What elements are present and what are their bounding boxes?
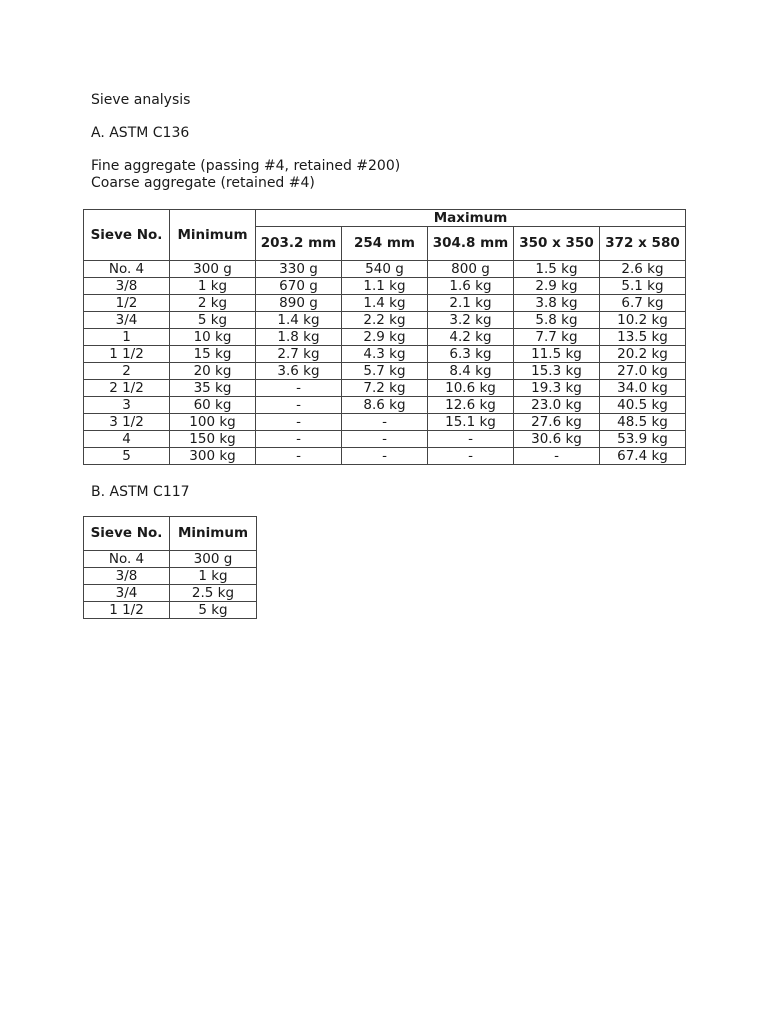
fine-aggregate-note: Fine aggregate (passing #4, retained #200)	[91, 158, 401, 174]
table-cell: 2.9 kg	[514, 278, 600, 295]
table-cell: 2.2 kg	[342, 312, 428, 329]
table-cell: 300 kg	[170, 448, 256, 465]
table-cell: 330 g	[256, 261, 342, 278]
table-cell: 30.6 kg	[514, 431, 600, 448]
table-row	[84, 346, 686, 363]
table-cell: 1.1 kg	[342, 278, 428, 295]
table-row	[84, 312, 686, 329]
section-b-heading: B. ASTM C117	[91, 484, 190, 500]
table-cell: 5.1 kg	[600, 278, 686, 295]
astm-c117-table-body	[84, 551, 257, 619]
table-cell: 1 kg	[170, 278, 256, 295]
table-row	[84, 261, 686, 278]
header-sieve-no: Sieve No.	[84, 517, 170, 551]
table-cell: 3.6 kg	[256, 363, 342, 380]
table-cell: 23.0 kg	[514, 397, 600, 414]
table-cell: No. 4	[84, 551, 170, 568]
astm-c136-table-body	[84, 261, 686, 465]
header-max-304-8mm: 304.8 mm	[428, 227, 514, 261]
table-cell: 4.3 kg	[342, 346, 428, 363]
table-cell: 3/8	[84, 568, 170, 585]
table-row	[84, 295, 686, 312]
table-cell: 6.7 kg	[600, 295, 686, 312]
table-cell: 7.2 kg	[342, 380, 428, 397]
table-cell: -	[514, 448, 600, 465]
table-cell: 1 1/2	[84, 346, 170, 363]
table-cell: 1.5 kg	[514, 261, 600, 278]
table-cell: 5.7 kg	[342, 363, 428, 380]
table-cell: 2.1 kg	[428, 295, 514, 312]
table-cell: 2.7 kg	[256, 346, 342, 363]
coarse-aggregate-note: Coarse aggregate (retained #4)	[91, 175, 315, 191]
table-cell: 4.2 kg	[428, 329, 514, 346]
table-cell: 60 kg	[170, 397, 256, 414]
table-cell: 1/2	[84, 295, 170, 312]
table-cell: 5 kg	[170, 602, 257, 619]
table-cell: 3.2 kg	[428, 312, 514, 329]
table-cell: 5 kg	[170, 312, 256, 329]
table-cell: 20 kg	[170, 363, 256, 380]
table-cell: 150 kg	[170, 431, 256, 448]
table-row	[84, 380, 686, 397]
table-cell: 53.9 kg	[600, 431, 686, 448]
table-cell: 10 kg	[170, 329, 256, 346]
table-cell: -	[342, 448, 428, 465]
table-row	[84, 585, 257, 602]
table-cell: 34.0 kg	[600, 380, 686, 397]
table-cell: -	[256, 414, 342, 431]
table-cell: 27.0 kg	[600, 363, 686, 380]
table-cell: 4	[84, 431, 170, 448]
table-cell: 3/8	[84, 278, 170, 295]
table-cell: 1.8 kg	[256, 329, 342, 346]
table-cell: -	[256, 380, 342, 397]
table-cell: 3.8 kg	[514, 295, 600, 312]
table-cell: 15.3 kg	[514, 363, 600, 380]
table-cell: 15.1 kg	[428, 414, 514, 431]
table-cell: 3 1/2	[84, 414, 170, 431]
table-cell: 3/4	[84, 585, 170, 602]
table-cell: 8.6 kg	[342, 397, 428, 414]
astm-c136-table	[83, 209, 686, 465]
header-max-350x350: 350 x 350	[514, 227, 600, 261]
table-cell: 67.4 kg	[600, 448, 686, 465]
table-cell: 10.2 kg	[600, 312, 686, 329]
table-cell: 670 g	[256, 278, 342, 295]
section-a-heading: A. ASTM C136	[91, 125, 190, 141]
table-cell: 1 kg	[170, 568, 257, 585]
table-cell: 100 kg	[170, 414, 256, 431]
table-cell: 5	[84, 448, 170, 465]
table-cell: -	[256, 431, 342, 448]
table-cell: 1.4 kg	[342, 295, 428, 312]
table-row	[84, 602, 257, 619]
table-cell: 1	[84, 329, 170, 346]
table-cell: -	[428, 431, 514, 448]
table-cell: 27.6 kg	[514, 414, 600, 431]
table-cell: -	[342, 431, 428, 448]
table-cell: 540 g	[342, 261, 428, 278]
table-cell: -	[342, 414, 428, 431]
table-cell: 1.4 kg	[256, 312, 342, 329]
table-cell: -	[428, 448, 514, 465]
table-row	[84, 448, 686, 465]
header-max-203-2mm: 203.2 mm	[256, 227, 342, 261]
table-cell: 2	[84, 363, 170, 380]
header-max-254mm: 254 mm	[342, 227, 428, 261]
table-cell: 10.6 kg	[428, 380, 514, 397]
table-row	[84, 397, 686, 414]
table-cell: 13.5 kg	[600, 329, 686, 346]
table-row	[84, 329, 686, 346]
table-cell: 35 kg	[170, 380, 256, 397]
table-cell: 2.6 kg	[600, 261, 686, 278]
table-cell: 8.4 kg	[428, 363, 514, 380]
table-cell: 3	[84, 397, 170, 414]
table-cell: -	[256, 397, 342, 414]
header-minimum: Minimum	[170, 210, 256, 261]
table-cell: 5.8 kg	[514, 312, 600, 329]
astm-c117-table	[83, 516, 257, 619]
table-cell: 3/4	[84, 312, 170, 329]
header-max-372x580: 372 x 580	[600, 227, 686, 261]
table-row	[84, 431, 686, 448]
table-cell: 800 g	[428, 261, 514, 278]
header-sieve-no: Sieve No.	[84, 210, 170, 261]
table-cell: 40.5 kg	[600, 397, 686, 414]
table-cell: 15 kg	[170, 346, 256, 363]
table-cell: -	[256, 448, 342, 465]
table-cell: 2 1/2	[84, 380, 170, 397]
table-cell: 2 kg	[170, 295, 256, 312]
table-cell: 300 g	[170, 261, 256, 278]
table-cell: 1.6 kg	[428, 278, 514, 295]
table-cell: 48.5 kg	[600, 414, 686, 431]
table-cell: 12.6 kg	[428, 397, 514, 414]
table-cell: 2.9 kg	[342, 329, 428, 346]
doc-title: Sieve analysis	[91, 92, 191, 108]
table-cell: 1 1/2	[84, 602, 170, 619]
table-cell: 300 g	[170, 551, 257, 568]
table-row	[84, 568, 257, 585]
table-cell: 11.5 kg	[514, 346, 600, 363]
table-cell: 890 g	[256, 295, 342, 312]
header-minimum: Minimum	[170, 517, 257, 551]
table-cell: 7.7 kg	[514, 329, 600, 346]
table-row	[84, 363, 686, 380]
table-row	[84, 551, 257, 568]
table-row	[84, 278, 686, 295]
table-cell: 6.3 kg	[428, 346, 514, 363]
table-cell: 2.5 kg	[170, 585, 257, 602]
table-cell: 19.3 kg	[514, 380, 600, 397]
table-row	[84, 414, 686, 431]
table-cell: No. 4	[84, 261, 170, 278]
header-maximum-group: Maximum	[256, 210, 686, 227]
table-cell: 20.2 kg	[600, 346, 686, 363]
